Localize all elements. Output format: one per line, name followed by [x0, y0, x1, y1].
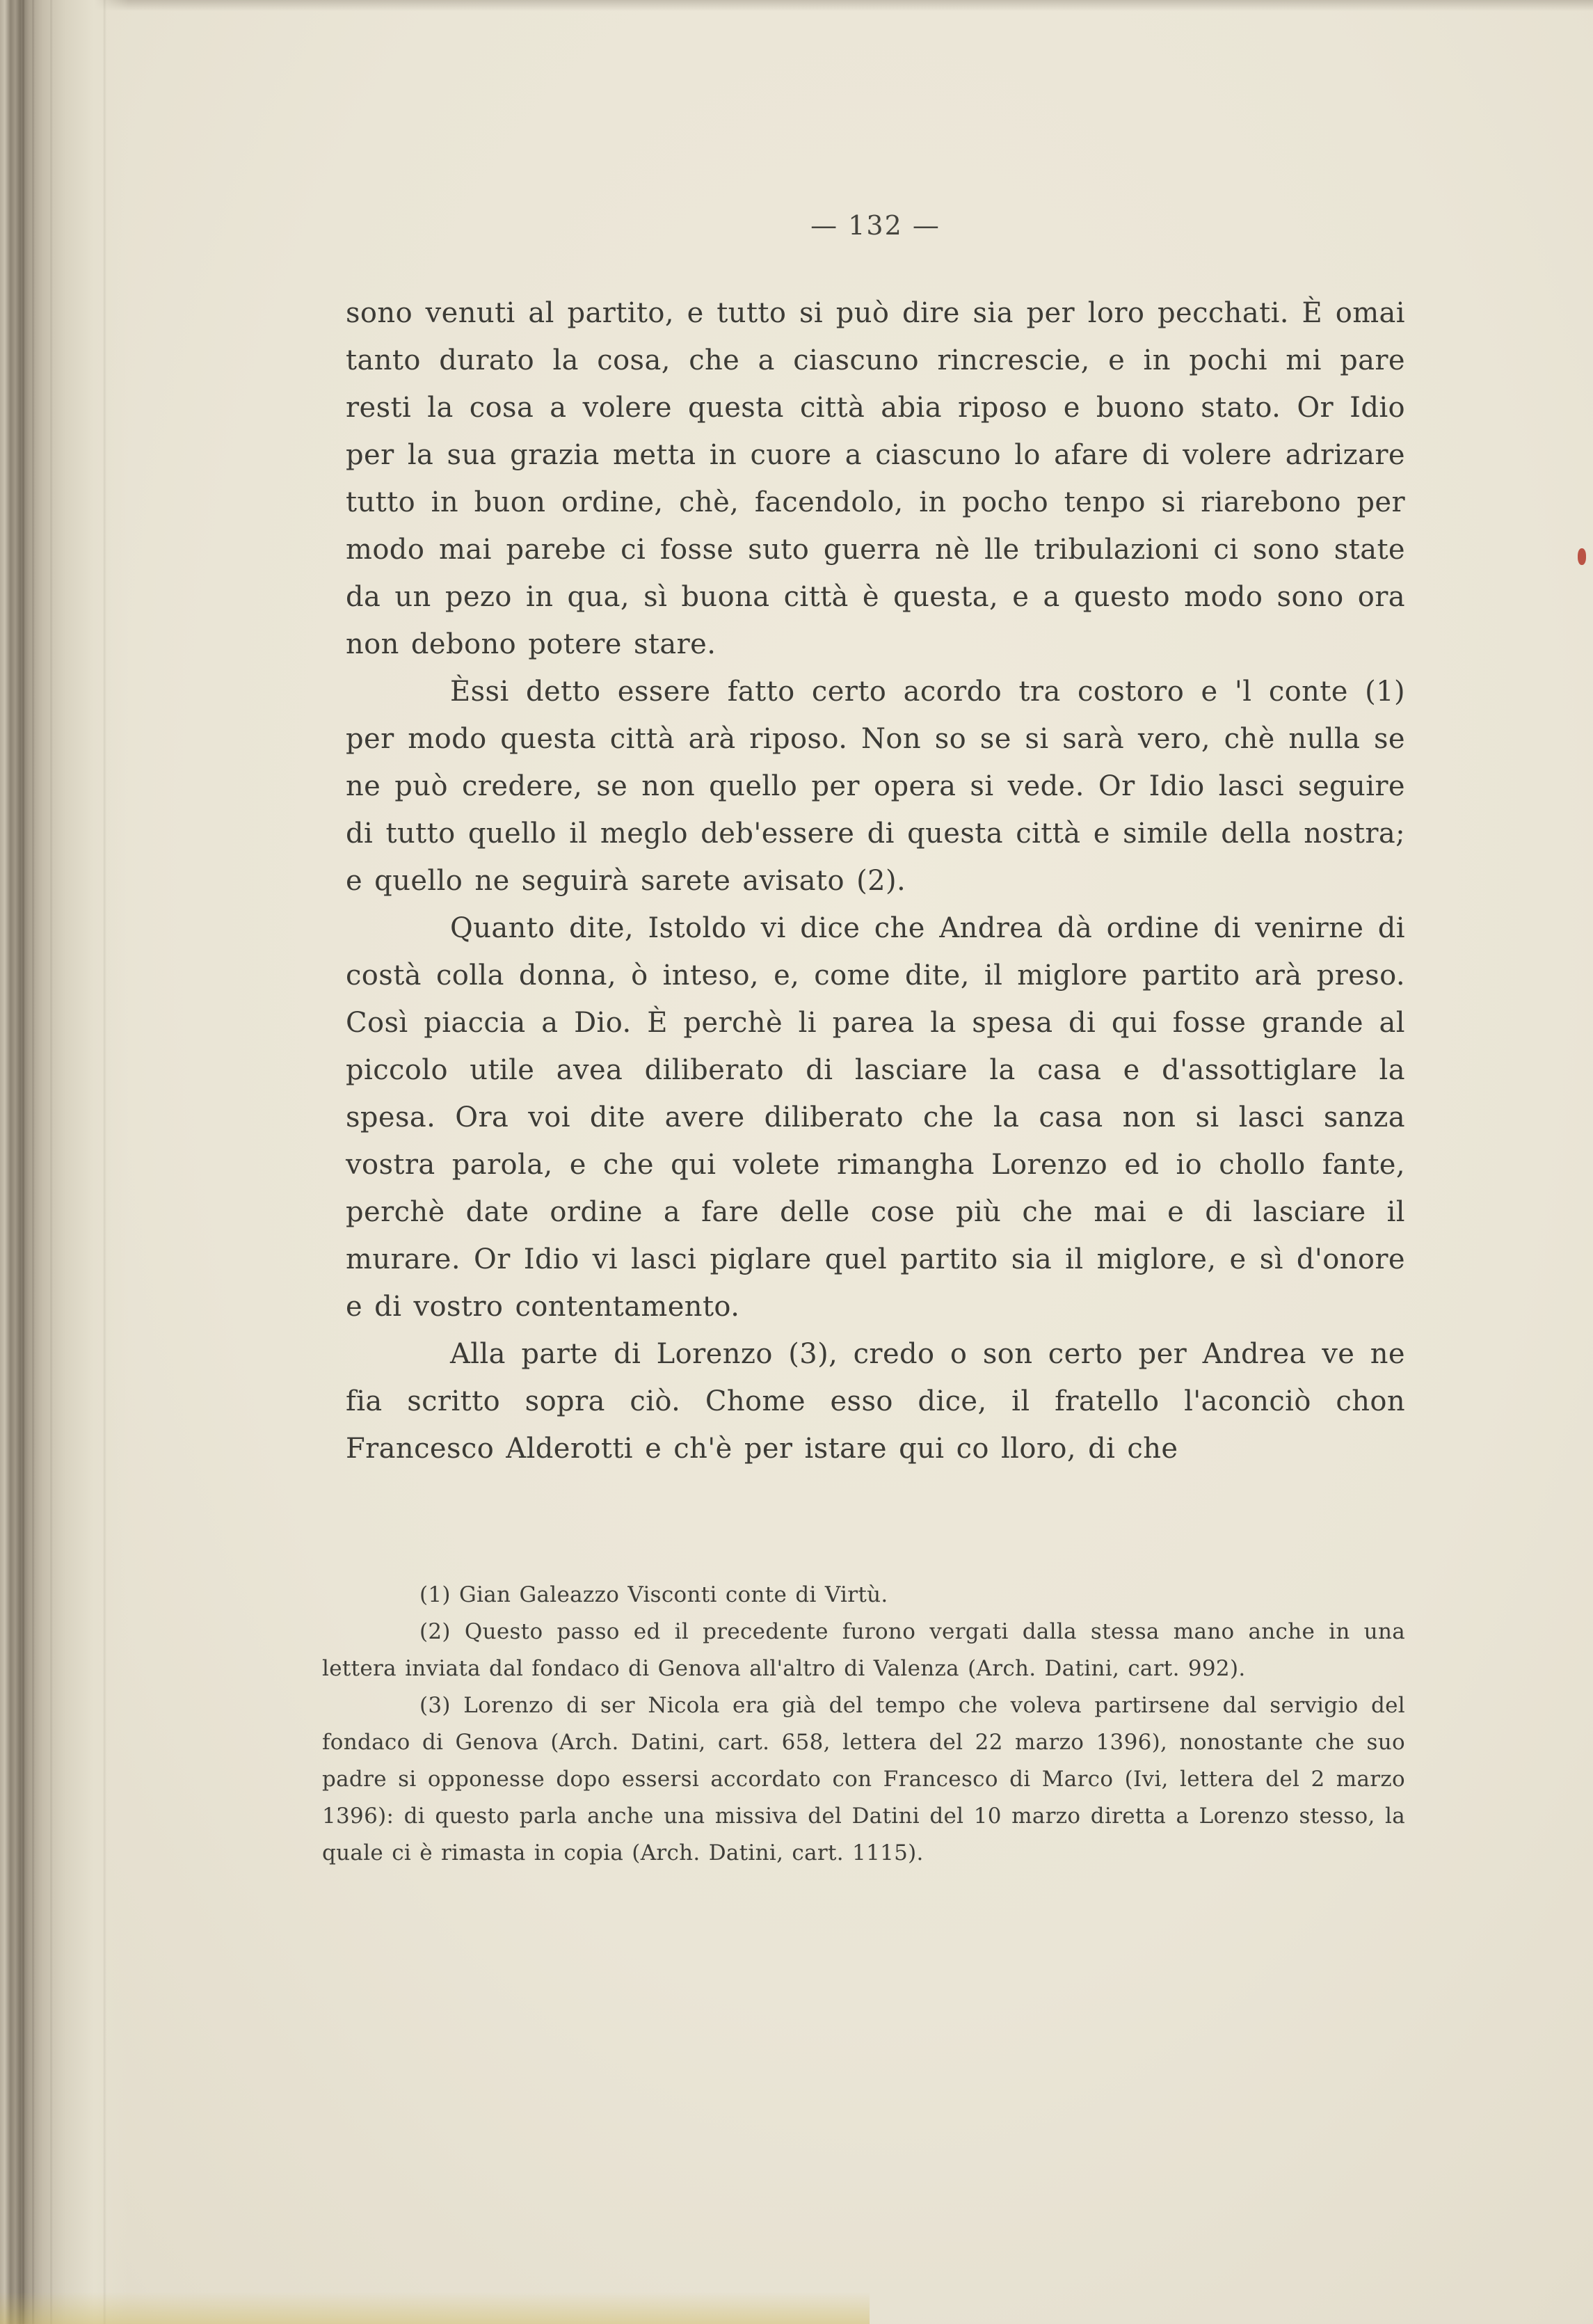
red-ink-mark	[1578, 548, 1586, 565]
footnote-1: (1) Gian Galeazzo Visconti conte di Virtù.	[419, 1582, 888, 1607]
paragraph-1: sono venuti al partito, e tutto si può dire sia per loro pecchati. È omai tanto durato la cosa, che a ciascuno rincrescie, e in pochi mi pare resti la cosa a volere questa città abia riposo e buono stato. Or Idio per la sua grazia metta in cuore a ciascuno lo afare di volere adrizare tutto in buon ordine, chè, facendolo, in pocho tenpo si riarebono per modo mai parebe ci fosse suto guerra nè lle tribulazioni ci sono state da un pezo in qua, sì buona città è questa, e a questo modo sono ora non debono potere stare.	[346, 297, 1405, 660]
footnote-2: (2) Questo passo ed il precedente furono vergati dalla stessa mano anche in una lettera inviata dal fondaco di Genova all'altro di Valenza (Arch. Datini, cart. 992).	[322, 1619, 1405, 1681]
paragraph-2: Èssi detto essere fatto certo acordo tra costoro e 'l conte (1) per modo questa città arà riposo. Non so se si sarà vero, chè nulla se ne può credere, se non quello per opera si vede. Or Idio lasci seguire di tutto quello il meglo deb'essere di questa città e simile della nostra; e quello ne seguirà sarete avisato (2).	[346, 676, 1405, 897]
footnotes-block	[322, 1577, 1405, 1872]
page-bottom-edge-tint	[0, 2292, 870, 2324]
paragraph-3: Quanto dite, Istoldo vi dice che Andrea dà ordine di venirne di costà colla donna, ò inteso, e, come dite, il miglore partito arà preso. Così piaccia a Dio. È perchè li parea la spesa di qui fosse grande al piccolo utile avea diliberato di lasciare la casa e d'assottiglare la spesa. Ora voi dite avere diliberato che la casa non si lasci sanza vostra parola, e che qui volete rimangha Lorenzo ed io chollo fante, perchè date ordine a fare delle cose più che mai e di lasciare il murare. Or Idio vi lasci piglare quel partito sia il miglore, e sì d'onore e di vostro contentamento.	[346, 912, 1405, 1323]
footnote-3: (3) Lorenzo di ser Nicola era già del tempo che voleva partirsene dal servigio del fondaco di Genova (Arch. Datini, cart. 658, lettera del 22 marzo 1396), nonostante che suo padre si opponesse dopo essersi accordato con Francesco di Marco (Ivi, lettera del 2 marzo 1396): di questo parla anche una missiva del Datini del 10 marzo diretta a Lorenzo stesso, la quale ci è rimasta in copia (Arch. Datini, cart. 1115).	[322, 1693, 1405, 1865]
book-binding-edge	[0, 0, 129, 2324]
page-body	[346, 289, 1405, 1472]
page-number: — 132 —	[810, 210, 940, 241]
paragraph-4: Alla parte di Lorenzo (3), credo o son certo per Andrea ve ne fia scritto sopra ciò. Chome esso dice, il fratello l'aconciò chon Francesco Alderotti e ch'è per istare qui co lloro, di che	[346, 1338, 1405, 1465]
